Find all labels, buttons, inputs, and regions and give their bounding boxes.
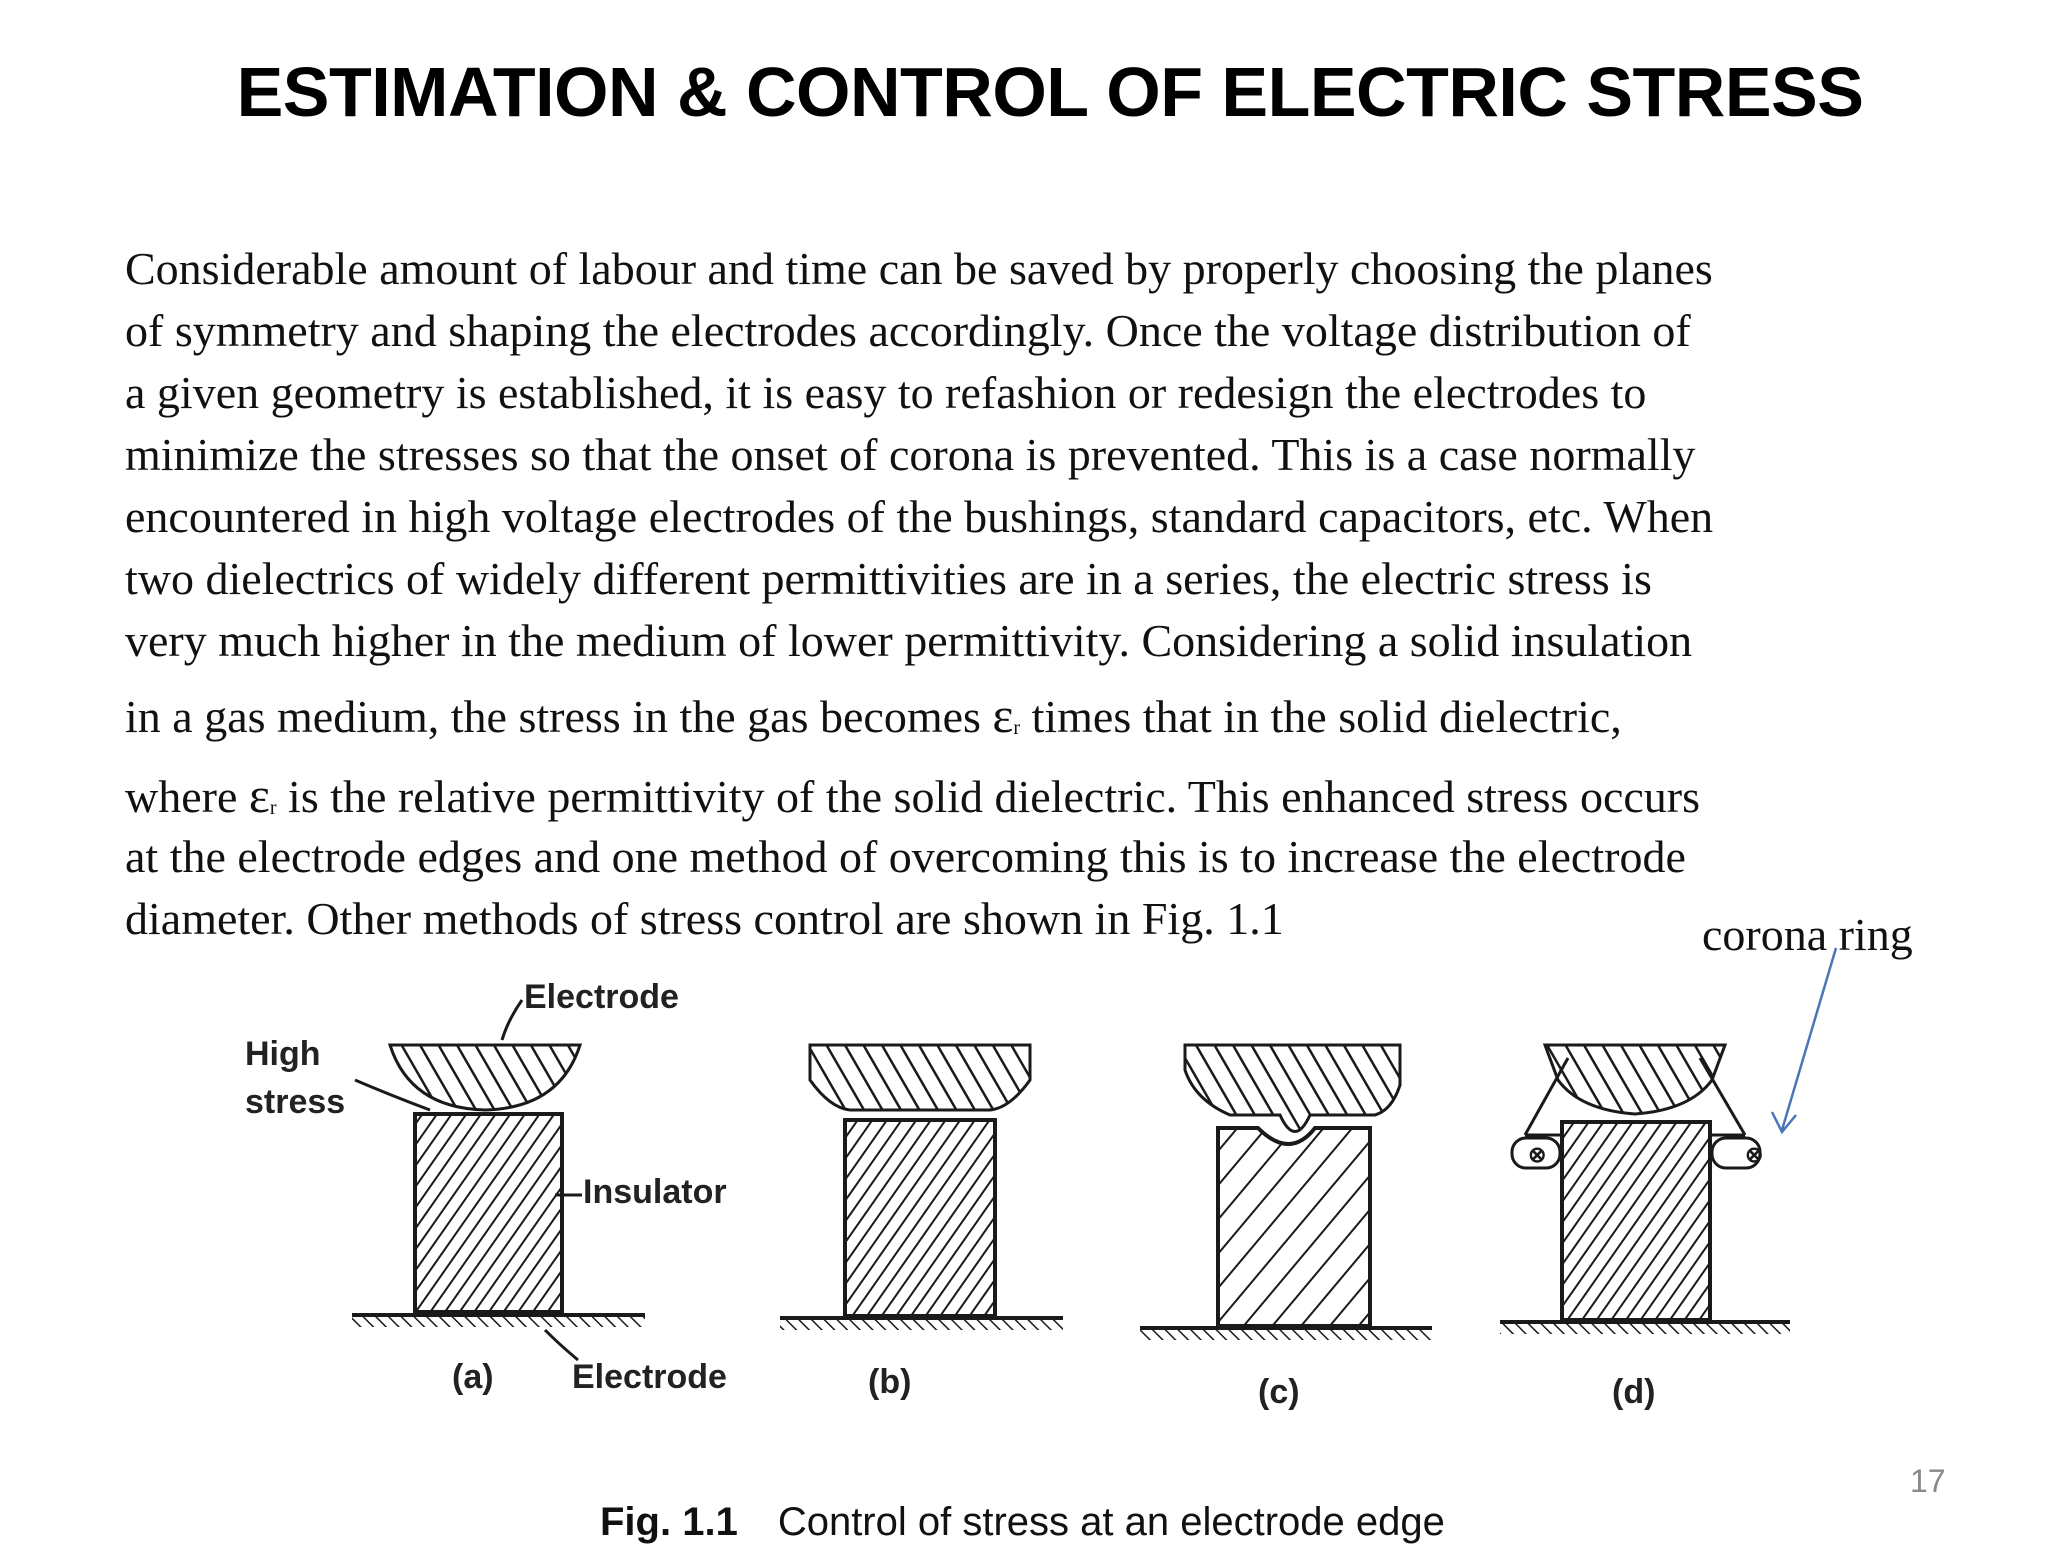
panel-label-c: (c)	[1258, 1373, 1300, 1411]
panel-d	[1500, 1045, 1790, 1334]
paragraph-line: Considerable amount of labour and time can be saved by properly choosing the planes	[125, 243, 1713, 294]
paragraph-line: two dielectrics of widely different permittivities are in a series, the electric stress is	[125, 553, 1652, 604]
figure-caption-text: Control of stress at an electrode edge	[777, 1500, 1445, 1544]
ground-hatch	[352, 1317, 645, 1327]
insulator	[1562, 1122, 1710, 1320]
corona-ring-arrow	[1772, 948, 1836, 1132]
figure-caption	[600, 1500, 1445, 1545]
label-electrode-top: Electrode	[524, 978, 679, 1016]
text-fragment: is the relative permittivity of the solid dielectric. This enhanced stress occurs	[276, 771, 1701, 822]
insulator	[1218, 1128, 1370, 1326]
leader-electrode	[502, 1000, 522, 1040]
paragraph-line: encountered in high voltage electrodes of the bushings, standard capacitors, etc. When	[125, 491, 1714, 542]
insulator	[845, 1120, 995, 1316]
subscript: r	[1013, 717, 1021, 739]
slide-title: ESTIMATION & CONTROL OF ELECTRIC STRESS	[236, 53, 1864, 131]
corona-ring-label: corona ring	[1702, 909, 1913, 960]
paragraph-line: a given geometry is established, it is easy to refashion or redesign the electrodes to	[125, 367, 1647, 418]
paragraph-line: minimize the stresses so that the onset of corona is prevented. This is a case normally	[125, 429, 1696, 480]
ground-hatch	[1140, 1330, 1432, 1340]
insulator	[415, 1114, 562, 1312]
subscript: r	[269, 797, 277, 819]
ground-hatch	[1500, 1324, 1790, 1334]
paragraph-line: diameter. Other methods of stress control are shown in Fig. 1.1	[125, 893, 1284, 944]
text-fragment: in a gas medium, the stress in the gas becomes	[125, 691, 993, 742]
top-electrode	[810, 1045, 1030, 1110]
top-electrode	[1185, 1045, 1400, 1132]
panel-b	[780, 1045, 1063, 1330]
epsilon-symbol: ε	[248, 767, 270, 823]
panel-label-b: (b)	[868, 1363, 912, 1401]
epsilon-symbol: ε	[992, 687, 1014, 743]
corona-ring-symbol: ⊗	[1528, 1142, 1547, 1167]
top-electrode	[390, 1045, 580, 1110]
corona-ring-symbol: ⊗	[1745, 1142, 1764, 1167]
paragraph-line: at the electrode edges and one method of overcoming this is to increase the electrode	[125, 831, 1686, 882]
ground-hatch	[780, 1320, 1063, 1330]
figure-number: Fig. 1.1	[600, 1500, 738, 1544]
paragraph-line: very much higher in the medium of lower permittivity. Considering a solid insulation	[125, 615, 1693, 666]
leader-bottom-electrode	[545, 1330, 578, 1360]
page-number: 17	[1910, 1463, 1946, 1499]
panel-c	[1140, 1045, 1432, 1340]
panel-label-a: (a)	[452, 1358, 494, 1396]
label-electrode-bottom: Electrode	[572, 1358, 727, 1396]
top-electrode	[1545, 1045, 1725, 1114]
text-fragment: times that in the solid dielectric,	[1020, 691, 1622, 742]
label-stress: stress	[245, 1083, 346, 1121]
label-high: High	[245, 1035, 321, 1073]
paragraph-line: of symmetry and shaping the electrodes accordingly. Once the voltage distribution of	[125, 305, 1691, 356]
panel-label-d: (d)	[1612, 1373, 1656, 1411]
label-insulator: Insulator	[583, 1173, 727, 1211]
text-fragment: where	[125, 771, 249, 822]
